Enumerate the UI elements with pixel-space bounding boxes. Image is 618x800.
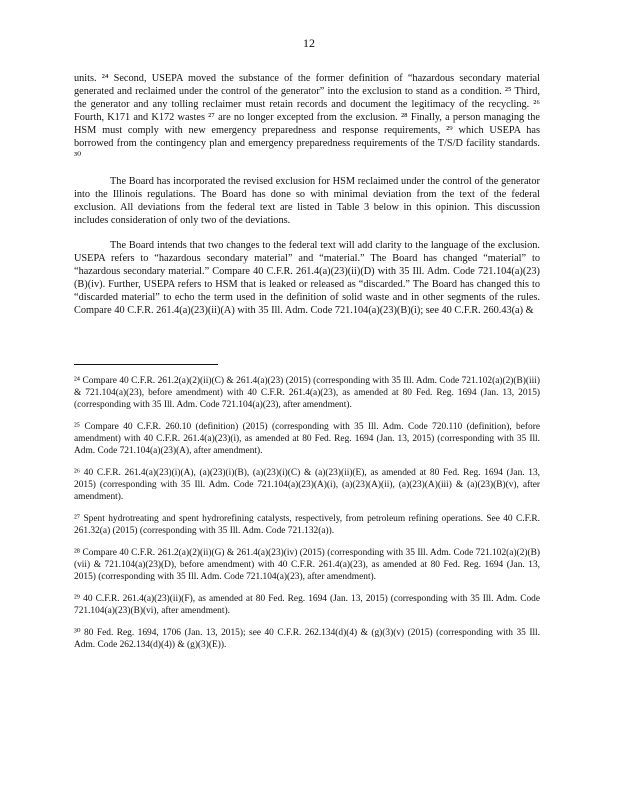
footnote-26: ²⁶ 40 C.F.R. 261.4(a)(23)(i)(A), (a)(23)(i)(B), (a)(23)(i)(C) & (a)(23)(ii)(E), as amended at 80 Fed. Reg. 1694 (Jan. 13, 2015) (corresponding with 35 Ill. Adm. Code 721.104(a)(23)(A)(i), (a)(23)(A)(ii), (a)(23)(A)(iii) & (a)(23)(B)(v), after amendment). bbox=[74, 468, 540, 502]
footnote-27: ²⁷ Spent hydrotreating and spent hydrorefining catalysts, respectively, from petroleum refining operations. See 40 C.F.R. 261.32(a) (2015) (corresponding with 35 Ill. Adm. Code 721.132(a)). bbox=[74, 514, 540, 536]
footnote-24: ²⁴ Compare 40 C.F.R. 261.2(a)(2)(ii)(C) & 261.4(a)(23) (2015) (corresponding with 35 Ill. Adm. Code 721.102(a)(2)(B)(iii) & 721.104(a)(23), before amendment) with 40 C.F.R. 261.4(a)(23), as amended at 80 Fed. Reg. 1694 (Jan. 13, 2015) (corresponding with 35 Ill. Adm. Code 721.104(a)(23), after amendment). bbox=[74, 376, 540, 410]
paragraph-3: The Board intends that two changes to the federal text will add clarity to the language of the exclusion. USEPA refers to “hazardous secondary material” and “material.” The Board has changed “material” to “hazardous secondary material.” Compare 40 C.F.R. 261.4(a)(23)(ii)(D) with 35 Ill. Adm. Code 721.104(a)(23)(B)(iv). Further, USEPA refers to HSM that is leaked or released as “discarded.” The Board has changed this to “discarded material” to echo the term used in the definition of solid waste and in other segments of the rules. Compare 40 C.F.R. 261.4(a)(23)(ii)(A) with 35 Ill. Adm. Code 721.104(a)(23)(B)(i); see 40 C.F.R. 260.43(a) & bbox=[74, 240, 540, 316]
footnotes bbox=[74, 375, 540, 661]
page-number: 12 bbox=[303, 36, 315, 50]
footnote-separator bbox=[74, 364, 218, 365]
footnote-28: ²⁸ Compare 40 C.F.R. 261.2(a)(2)(ii)(G) & 261.4(a)(23)(iv) (2015) (corresponding with 35 Ill. Adm. Code 721.102(a)(2)(B)(vii) & 721.104(a)(23)(D), before amendment) with 40 C.F.R. 261.4(a)(23), as amended at 80 Fed. Reg. 1694 (Jan. 13, 2015) (corresponding with 35 Ill. Adm. Code 721.104(a)(23), after amendment). bbox=[74, 548, 540, 582]
body-text bbox=[74, 72, 540, 329]
paragraph-1: units. ²⁴ Second, USEPA moved the substance of the former definition of “hazardous secondary material generated and reclaimed under the control of the generator” into the exclusion to stand as a condition. ²⁵ Third, the generator and any tolling reclaimer must retain records and document the legitimacy of the recycling. ²⁶ Fourth, K171 and K172 wastes ²⁷ are no longer excepted from the exclusion. ²⁸ Finally, a person managing the HSM must comply with new emergency preparedness and response requirements, ²⁹ which USEPA has borrowed from the contingency plan and emergency preparedness requirements of the T/S/D facility standards. ³⁰ bbox=[74, 73, 540, 162]
paragraph-2: The Board has incorporated the revised exclusion for HSM reclaimed under the control of the generator into the Illinois regulations. The Board has done so with minimal deviation from the text of the federal exclusion. All deviations from the federal text are listed in Table 3 below in this opinion. This discussion includes consideration of only two of the deviations. bbox=[74, 176, 540, 226]
footnote-25: ²⁵ Compare 40 C.F.R. 260.10 (definition) (2015) (corresponding with 35 Ill. Adm. Code 720.110 (definition), before amendment) with 40 C.F.R. 261.4(a)(23)(i), as amended at 80 Fed. Reg. 1694 (Jan. 13, 2015) (corresponding with 35 Ill. Adm. Code 721.104(a)(23)(A), after amendment). bbox=[74, 422, 540, 456]
footnote-29: ²⁹ 40 C.F.R. 261.4(a)(23)(ii)(F), as amended at 80 Fed. Reg. 1694 (Jan. 13, 2015) (corresponding with 35 Ill. Adm. Code 721.104(a)(23)(B)(vi), after amendment). bbox=[74, 594, 540, 616]
footnote-30: ³⁰ 80 Fed. Reg. 1694, 1706 (Jan. 13, 2015); see 40 C.F.R. 262.134(d)(4) & (g)(3)(v) (2015) (corresponding with 35 Ill. Adm. Code 262.134(d)(4)) & (g)(3)(E)). bbox=[74, 628, 540, 650]
